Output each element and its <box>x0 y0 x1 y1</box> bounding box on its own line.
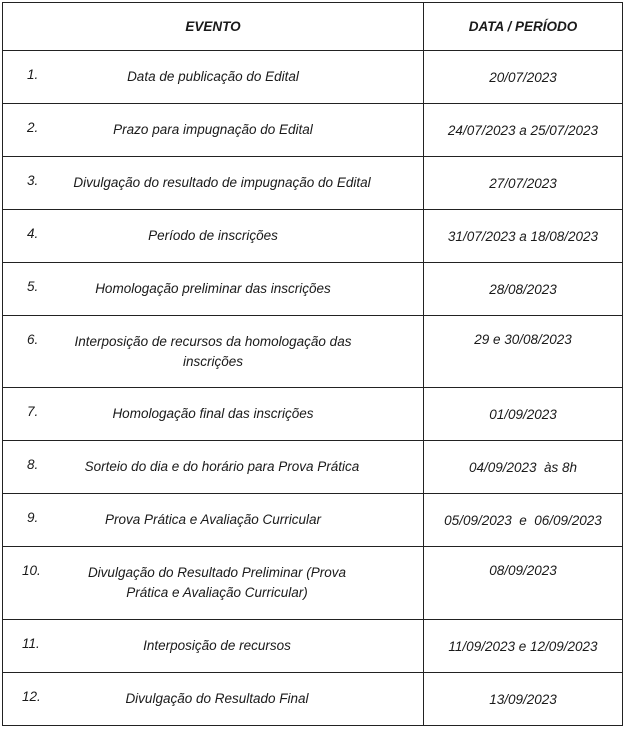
date-cell: 29 e 30/08/2023 <box>424 316 623 388</box>
evento-text-line: Interposição de recursos da homologação das <box>74 334 352 349</box>
date-cell: 11/09/2023 e 12/09/2023 <box>424 620 623 673</box>
evento-text: Divulgação do Resultado Final <box>125 691 309 706</box>
table-row <box>3 620 623 673</box>
date-cell: 24/07/2023 a 25/07/2023 <box>424 104 623 157</box>
evento-cell <box>3 673 424 726</box>
table-row <box>3 388 623 441</box>
table-row <box>3 157 623 210</box>
date-cell: 05/09/2023 e 06/09/2023 <box>424 494 623 547</box>
row-number: 8. <box>27 457 39 472</box>
evento-text-line: Prática e Avaliação Curricular) <box>126 585 308 600</box>
evento-text: Data de publicação do Edital <box>127 69 299 84</box>
evento-text: Prova Prática e Avaliação Curricular <box>104 512 322 527</box>
evento-cell <box>3 441 424 494</box>
evento-text: Homologação preliminar das inscrições <box>95 281 331 296</box>
table-header-row <box>3 3 623 51</box>
row-number: 4. <box>27 226 39 241</box>
evento-text <box>51 563 423 603</box>
evento-text-line: inscrições <box>182 354 244 369</box>
evento-text-line: Divulgação do Resultado Preliminar (Prova <box>87 565 347 580</box>
evento-cell <box>3 388 424 441</box>
date-cell: 04/09/2023 às 8h <box>424 441 623 494</box>
evento-cell <box>3 620 424 673</box>
table-row <box>3 494 623 547</box>
evento-cell <box>3 104 424 157</box>
header-evento: EVENTO <box>3 3 424 51</box>
date-cell: 08/09/2023 <box>424 547 623 620</box>
row-number: 7. <box>27 404 39 419</box>
table-row <box>3 316 623 388</box>
row-number: 11. <box>22 636 40 651</box>
evento-text: Divulgação do resultado de impugnação do Edital <box>73 175 371 190</box>
row-number: 9. <box>27 510 39 525</box>
table-row <box>3 441 623 494</box>
evento-text <box>43 332 423 372</box>
schedule-table <box>2 2 623 726</box>
evento-cell <box>3 157 424 210</box>
date-cell: 31/07/2023 a 18/08/2023 <box>424 210 623 263</box>
row-number: 12. <box>22 689 41 704</box>
evento-cell <box>3 547 424 620</box>
table-row <box>3 51 623 104</box>
date-cell: 28/08/2023 <box>424 263 623 316</box>
evento-cell <box>3 51 424 104</box>
row-number: 1. <box>27 67 39 82</box>
row-number: 3. <box>27 173 39 188</box>
row-number: 5. <box>27 279 39 294</box>
table-row <box>3 263 623 316</box>
table-row <box>3 210 623 263</box>
evento-cell <box>3 263 424 316</box>
evento-text: Sorteio do dia e do horário para Prova Prática <box>84 459 360 474</box>
evento-text: Homologação final das inscrições <box>112 406 314 421</box>
row-number: 6. <box>27 332 39 347</box>
table-row <box>3 547 623 620</box>
table-row <box>3 673 623 726</box>
evento-text: Período de inscrições <box>148 228 278 243</box>
header-data-periodo: DATA / PERÍODO <box>424 3 623 51</box>
date-cell: 27/07/2023 <box>424 157 623 210</box>
evento-text: Interposição de recursos <box>143 638 291 653</box>
row-number: 2. <box>27 120 39 135</box>
evento-text: Prazo para impugnação do Edital <box>113 122 313 137</box>
row-number: 10. <box>22 563 41 578</box>
table-row <box>3 104 623 157</box>
date-cell: 20/07/2023 <box>424 51 623 104</box>
evento-cell <box>3 316 424 388</box>
evento-cell <box>3 210 424 263</box>
date-cell: 01/09/2023 <box>424 388 623 441</box>
date-cell: 13/09/2023 <box>424 673 623 726</box>
evento-cell <box>3 494 424 547</box>
